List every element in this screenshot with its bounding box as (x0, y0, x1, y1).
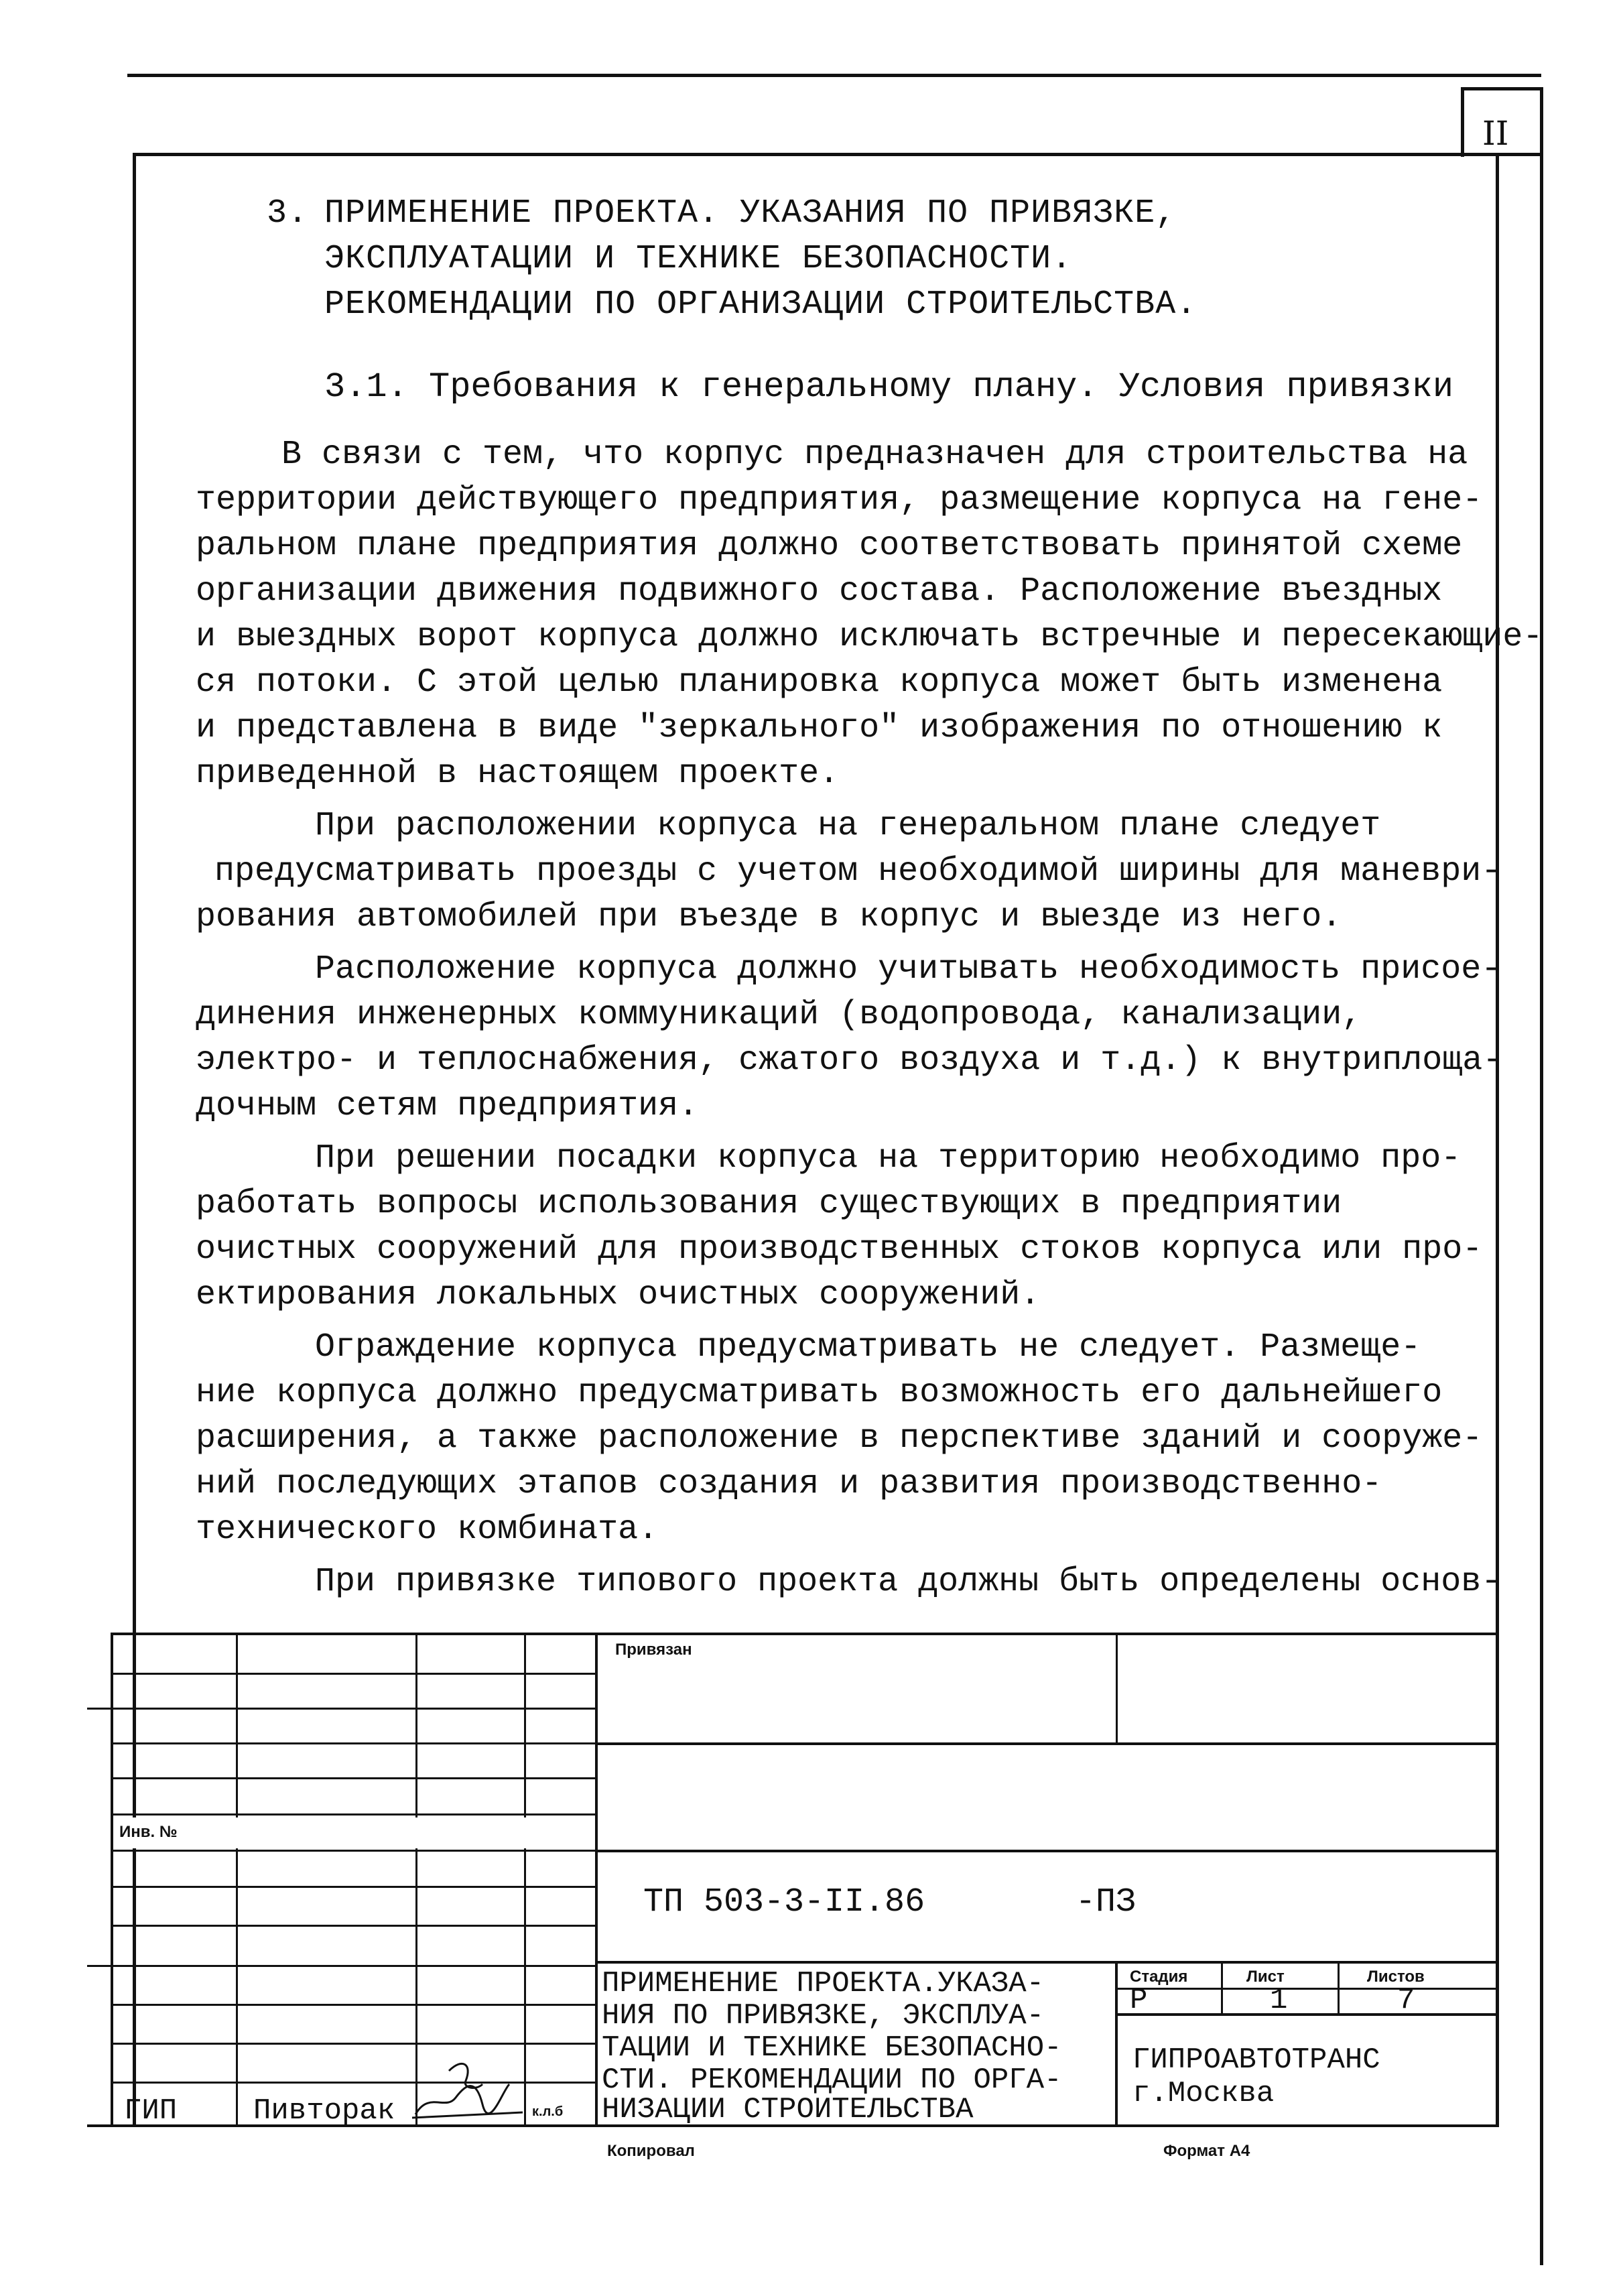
inv-number-label: Инв. № (119, 1823, 178, 1841)
copied-label: Копировал (607, 2142, 695, 2160)
heading-line-3: РЕКОМЕНДАЦИИ ПО ОРГАНИЗАЦИИ СТРОИТЕЛЬСТВА. (324, 285, 1197, 324)
stage-value: Р (1130, 1984, 1148, 2017)
body-line: динения инженерных коммуникаций (водопровода, канализации, (196, 996, 1362, 1034)
body-line: При привязке типового проекта должны быть определены основ- (315, 1563, 1502, 1601)
frame-outer-right (1540, 87, 1543, 2265)
section-number: 3. (267, 194, 309, 233)
body-line: ральном плане предприятия должно соответствовать принятой схеме (196, 527, 1463, 565)
stamp-title-1: ПРИМЕНЕНИЕ ПРОЕКТА.УКАЗА- (602, 1967, 1045, 2000)
organization-name: ГИПРОАВТОТРАНС (1132, 2043, 1380, 2077)
date-short: к.л.б (532, 2104, 564, 2119)
page-number: II (1482, 114, 1509, 153)
frame-right (1496, 153, 1499, 2126)
stamp-title-5: НИЗАЦИИ СТРОИТЕЛЬСТВА (602, 2093, 974, 2126)
body-line: технического комбината. (196, 1511, 659, 1549)
body-line: Расположение корпуса должно учитывать необходимость присое- (315, 950, 1502, 988)
format-label: Формат А4 (1163, 2142, 1250, 2160)
subheading: 3.1. Требования к генеральному плану. Условия привязки (324, 367, 1454, 407)
heading-line-2: ЭКСПЛУАТАЦИИ И ТЕХНИКЕ БЕЗОПАСНОСТИ. (324, 240, 1073, 278)
sheet-label: Лист (1246, 1968, 1285, 1986)
body-line: В связи с тем, что корпус предназначен для строительства на (281, 436, 1468, 474)
body-line: территории действующего предприятия, размещение корпуса на гене- (196, 481, 1483, 519)
top-rule (127, 74, 1541, 77)
signature-icon (409, 2051, 529, 2124)
sheets-label: Листов (1367, 1968, 1425, 1986)
stamp-title-3: ТАЦИИ И ТЕХНИКЕ БЕЗОПАСНО- (602, 2031, 1062, 2065)
body-line: работать вопросы использования существующих в предприятии (196, 1185, 1342, 1223)
body-line: дочным сетям предприятия. (196, 1087, 699, 1125)
body-line: ний последующих этапов создания и развития производственно- (196, 1465, 1382, 1503)
body-line: рования автомобилей при въезде в корпус и выезде из него. (196, 898, 1342, 936)
body-line: электро- и теплоснабжения, сжатого воздуха и т.д.) к внутриплоща- (196, 1041, 1503, 1080)
organization-city: г.Москва (1132, 2077, 1275, 2110)
stage-label: Стадия (1130, 1968, 1188, 1986)
doc-suffix: -ПЗ (1076, 1883, 1137, 1921)
heading-line-1: ПРИМЕНЕНИЕ ПРОЕКТА. УКАЗАНИЯ ПО ПРИВЯЗКЕ, (324, 194, 1177, 233)
frame-top (133, 153, 1543, 156)
body-line: приведенной в настоящем проекте. (196, 755, 840, 793)
body-line: и представлена в виде "зеркального" изображения по отношению к (196, 709, 1443, 747)
doc-code: ТП 503-3-II.86 (643, 1883, 925, 1921)
body-line: предусматривать проезды с учетом необходимой ширины для маневри- (214, 852, 1502, 891)
body-line: Ограждение корпуса предусматривать не следует. Размеще- (315, 1328, 1421, 1366)
body-line: и выездных ворот корпуса должно исключать встречные и пересекающие- (196, 618, 1543, 656)
sheet-value: 1 (1270, 1984, 1288, 2017)
body-line: ние корпуса должно предусматривать возможность его дальнейшего (196, 1374, 1443, 1412)
privyazan-label: Привязан (615, 1641, 692, 1659)
body-line: организации движения подвижного состава. Расположение въездных (196, 572, 1443, 611)
gip-name: Пивторак (253, 2094, 395, 2128)
sheets-value: 7 (1397, 1984, 1415, 2017)
stamp-title-2: НИЯ ПО ПРИВЯЗКЕ, ЭКСПЛУА- (602, 1999, 1045, 2033)
stamp-title-4: СТИ. РЕКОМЕНДАЦИИ ПО ОРГА- (602, 2063, 1062, 2097)
body-line: расширения, а также расположение в перспективе зданий и сооруже- (196, 1419, 1483, 1458)
body-line: ектирования локальных очистных сооружений. (196, 1276, 1041, 1314)
body-line: очистных сооружений для производственных стоков корпуса или про- (196, 1230, 1483, 1269)
body-line: При решении посадки корпуса на территорию необходимо про- (315, 1139, 1462, 1177)
gip-label: ГИП (124, 2094, 178, 2128)
body-line: При расположении корпуса на генеральном плане следует (315, 807, 1381, 845)
body-line: ся потоки. С этой целью планировка корпуса может быть изменена (196, 663, 1443, 702)
